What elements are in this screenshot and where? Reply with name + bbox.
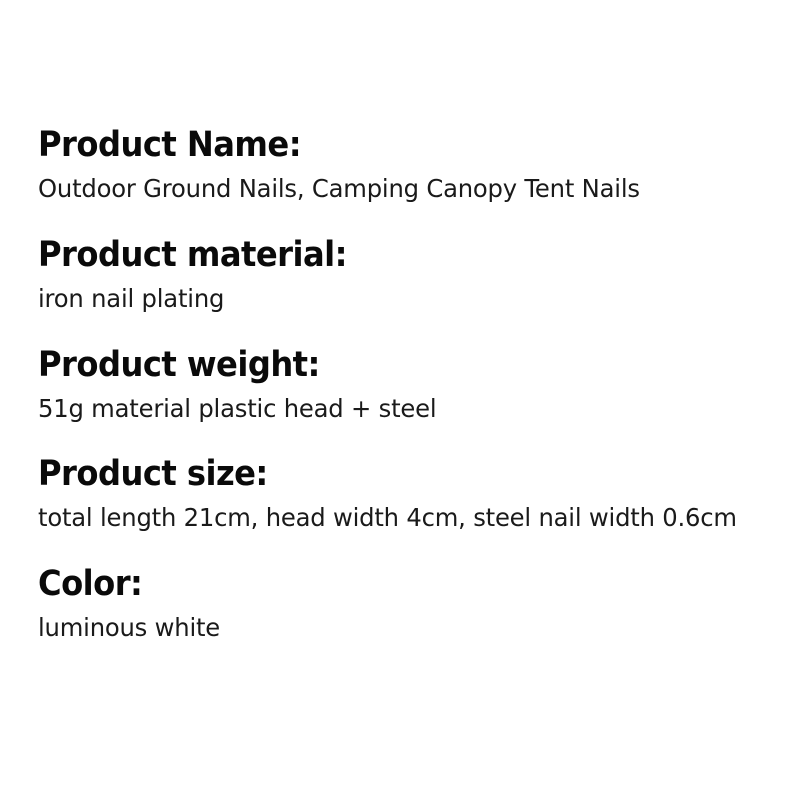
spec-value: 51g material plastic head + steel bbox=[38, 393, 437, 423]
spec-value: total length 21cm, head width 4cm, steel nail width 0.6cm bbox=[38, 503, 737, 533]
spec-label: Product Name: bbox=[38, 125, 302, 165]
spec-value: Outdoor Ground Nails, Camping Canopy Tent Nails bbox=[38, 174, 640, 203]
spec-block-product-name bbox=[38, 125, 762, 204]
spec-block-product-size bbox=[38, 454, 762, 533]
spec-label: Product weight: bbox=[38, 344, 320, 385]
spec-label: Product material: bbox=[38, 234, 347, 275]
spec-block-product-material bbox=[38, 234, 762, 314]
spec-value: luminous white bbox=[38, 613, 221, 642]
spec-value: iron nail plating bbox=[38, 283, 225, 313]
spec-block-product-weight bbox=[38, 344, 762, 424]
spec-label: Color: bbox=[38, 564, 143, 604]
spec-block-color bbox=[38, 564, 762, 643]
spec-label: Product size: bbox=[38, 454, 268, 495]
